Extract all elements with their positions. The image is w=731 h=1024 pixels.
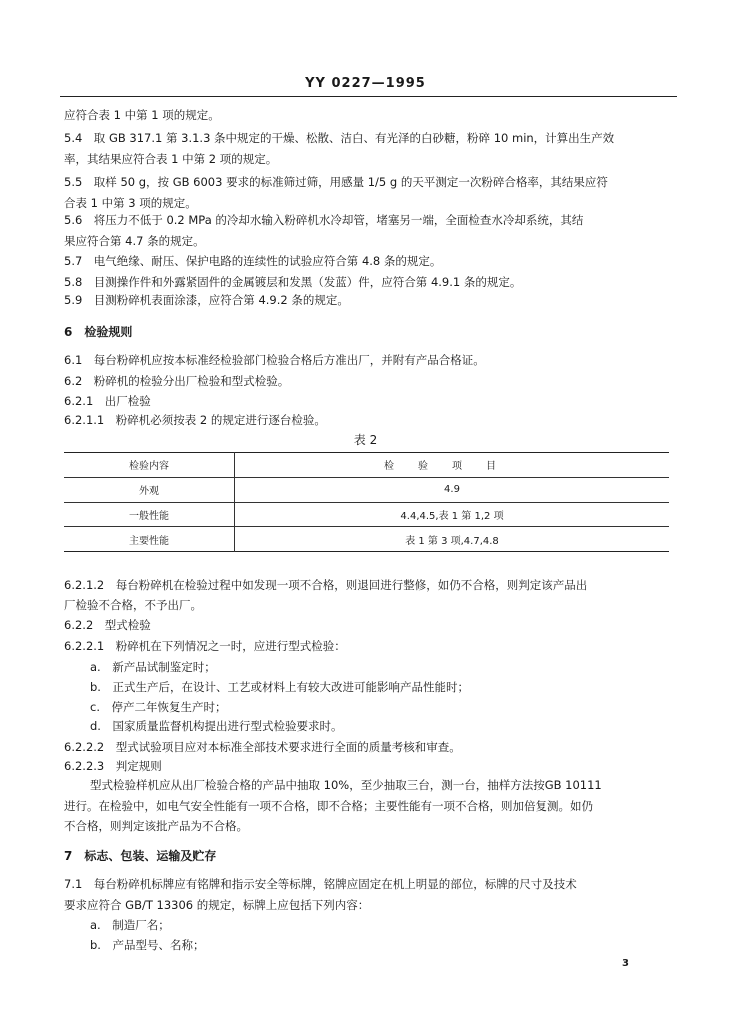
paragraph-line: 率，其结果应符合表 1 中第 2 项的规定。 <box>64 152 278 166</box>
table-cell: 主要性能 <box>64 527 235 552</box>
paragraph-line: 6.2.1.1 粉碎机必须按表 2 的规定进行逐台检验。 <box>64 413 326 427</box>
table-header-cell: 检验内容 <box>64 453 235 478</box>
paragraph-line: 合表 1 中第 3 项的规定。 <box>64 196 197 210</box>
table-caption: 表 2 <box>353 433 378 447</box>
paragraph-line: 5.9 目测粉碎机表面涂漆，应符合第 4.9.2 条的规定。 <box>64 293 349 307</box>
list-item: b. 产品型号、名称； <box>90 938 205 952</box>
paragraph-line: 5.6 将压力不低于 0.2 MPa 的冷却水输入粉碎机水冷却管，堵塞另一端，全面检查水冷却系统，其结 <box>64 213 584 227</box>
paragraph-line: 6.2 粉碎机的检验分出厂检验和型式检验。 <box>64 374 290 388</box>
paragraph-line: 6.2.1.2 每台粉碎机在检验过程中如发现一项不合格，则退回进行整修，如仍不合格，则判定该产品出 <box>64 578 588 592</box>
table-cell: 4.4,4.5,表 1 第 1,2 项 <box>400 510 504 522</box>
paragraph-line: 5.5 取样 50 g，按 GB 6003 要求的标准筛过筛，用感量 1/5 g 的天平测定一次粉碎合格率，其结果应符 <box>64 175 608 189</box>
header-rule <box>60 96 677 97</box>
table-header-cell: 检验项目 <box>384 461 520 473</box>
paragraph-line: 5.4 取 GB 317.1 第 3.1.3 条中规定的干燥、松散、洁白、有光泽的白砂糖，粉碎 10 min，计算出生产效 <box>64 131 615 145</box>
paragraph-line: 6.2.2 型式检验 <box>64 618 151 632</box>
table-cell: 外观 <box>64 477 235 502</box>
paragraph-line: 厂检验不合格，不予出厂。 <box>64 598 202 612</box>
list-item: a. 新产品试制鉴定时； <box>90 660 216 674</box>
table-row <box>64 527 669 552</box>
paragraph-line: 5.7 电气绝缘、耐压、保护电路的连续性的试验应符合第 4.8 条的规定。 <box>64 254 442 268</box>
paragraph-line: 不合格，则判定该批产品为不合格。 <box>64 819 248 833</box>
table-cell: 4.9 <box>444 484 460 496</box>
paragraph-line: 6.1 每台粉碎机应按本标准经检验部门检验合格后方准出厂，并附有产品合格证。 <box>64 353 485 367</box>
table-cell: 表 1 第 3 项,4.7,4.8 <box>405 535 499 547</box>
paragraph-line: 6.2.2.2 型式试验项目应对本标准全部技术要求进行全面的质量考核和审查。 <box>64 740 461 754</box>
paragraph-line: 要求应符合 GB/T 13306 的规定，标牌上应包括下列内容： <box>64 898 370 912</box>
table-row <box>64 502 669 527</box>
paragraph-line: 6.2.2.3 判定规则 <box>64 759 162 773</box>
paragraph-line: 进行。在检验中，如电气安全性能有一项不合格，即不合格；主要性能有一项不合格，则加倍复测。如仍 <box>64 799 593 813</box>
paragraph-line: 5.8 目测操作件和外露紧固件的金属镀层和发黑（发蓝）件，应符合第 4.9.1 条的规定。 <box>64 275 522 289</box>
list-item: a. 制造厂名； <box>90 918 170 932</box>
list-item: b. 正式生产后，在设计、工艺或材料上有较大改进可能影响产品性能时； <box>90 680 469 694</box>
section-heading-6: 6 检验规则 <box>64 325 133 339</box>
inspection-table <box>64 452 669 552</box>
paragraph-line: 6.2.1 出厂检验 <box>64 394 151 408</box>
page-number: 3 <box>622 958 629 969</box>
list-item: c. 停产二年恢复生产时； <box>90 700 227 714</box>
list-item: d. 国家质量监督机构提出进行型式检验要求时。 <box>90 719 343 733</box>
paragraph-line: 型式检验样机应从出厂检验合格的产品中抽取 10%，至少抽取三台，测一台，抽样方法按GB 10111 <box>90 778 602 792</box>
table-row <box>64 477 669 502</box>
standard-code-header: YY 0227—1995 <box>305 76 426 91</box>
paragraph-line: 应符合表 1 中第 1 项的规定。 <box>64 108 220 122</box>
table-header-row <box>64 453 669 478</box>
section-heading-7: 7 标志、包装、运输及贮存 <box>64 849 217 863</box>
table-cell: 一般性能 <box>64 502 235 527</box>
paragraph-line: 6.2.2.1 粉碎机在下列情况之一时，应进行型式检验： <box>64 639 346 653</box>
paragraph-line: 果应符合第 4.7 条的规定。 <box>64 234 205 248</box>
paragraph-line: 7.1 每台粉碎机标牌应有铭牌和指示安全等标牌，铭牌应固定在机上明显的部位，标牌的尺寸及技术 <box>64 877 577 891</box>
